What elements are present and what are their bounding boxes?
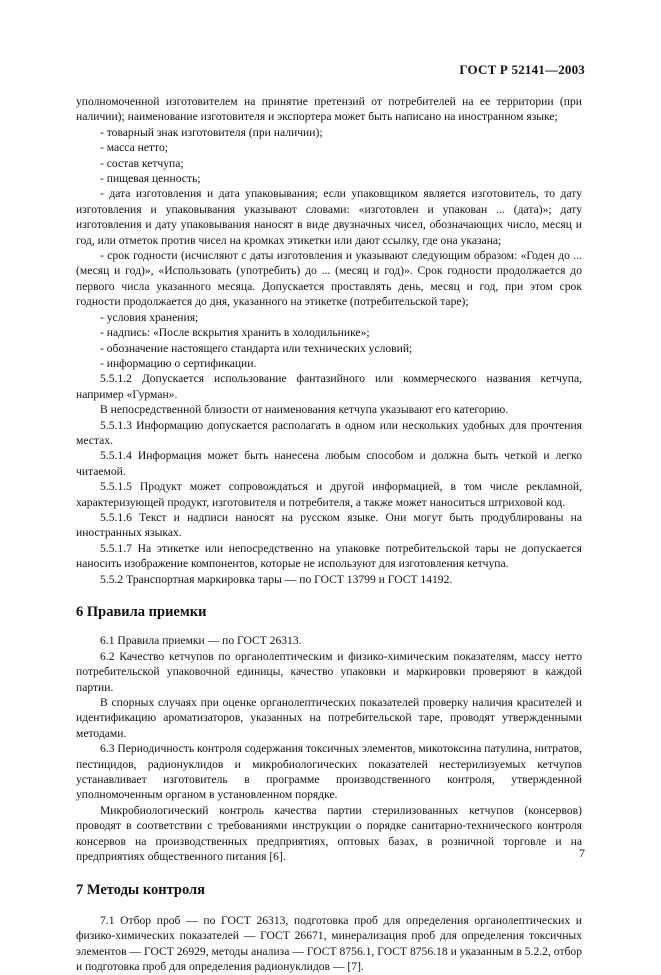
document-header: ГОСТ Р 52141—2003 — [459, 62, 585, 77]
intro-paragraph: уполномоченной изготовителем на принятие претензий от потребителей на ее территории (при наличии); наименование изготовителя и экспортера может быть написано на иностранном языке; — [76, 95, 582, 124]
page-number: 7 — [579, 846, 585, 860]
paragraph: 5.5.1.2 Допускается использование фантазийного или коммерческого названия кетчупа, например «Гурман». — [76, 372, 582, 401]
list-item: - условия хранения; — [100, 310, 199, 324]
list-item: - обозначение настоящего стандарта или технических условий; — [100, 341, 413, 355]
paragraph: 5.5.1.4 Информация может быть нанесена любым способом и должна быть четкой и легко читаемой. — [76, 449, 582, 478]
list-item: - информацию о сертификации. — [100, 356, 257, 370]
paragraph: 5.5.1.7 На этикетке или непосредственно на упаковке потребительской тары не допускается наносить изображение компонентов, которые не используют для изготовления кетчупа. — [76, 541, 582, 571]
paragraph: 5.5.2 Транспортная маркировка тары — по ГОСТ 13799 и ГОСТ 14192. — [100, 572, 453, 586]
list-item: - пищевая ценность; — [100, 172, 201, 186]
list-item: - масса нетто; — [100, 141, 168, 155]
section-7-heading: 7 Методы контроля — [76, 881, 206, 898]
list-item: - надпись: «После вскрытия хранить в холодильнике»; — [100, 326, 370, 340]
paragraph: 6.1 Правила приемки — по ГОСТ 26313. — [100, 634, 302, 648]
paragraph: 5.5.1.6 Текст и надписи наносят на русском языке. Они могут быть продублированы на иностранных языках. — [76, 510, 582, 540]
section-6-heading: 6 Правила приемки — [76, 604, 207, 620]
list-item: - состав кетчупа; — [100, 156, 184, 170]
document-body — [76, 94, 582, 975]
paragraph: 5.5.1.5 Продукт может сопровождаться и другой информацией, в том числе рекламной, характеризующей продукт, изготовителя и потребителя, а также может наноситься штриховой код. — [76, 480, 582, 509]
paragraph: В спорных случаях при оценке органолептических показателей проверку наличия красителей и идентификацию ароматизаторов, указанных на потребительской таре, проводят утвержденными методами. — [76, 696, 582, 740]
paragraph: 7.1 Отбор проб — по ГОСТ 26313, подготовка проб для определения органолептических и физико-химических показателей — ГОСТ 26671, минерализация проб для определения токсичных элементов — ГОСТ 26929, методы анализа — ГОСТ 8756.1, ГОСТ 8756.18 и указанным в 5.2.2, отбор и подготовка проб для определения радионуклидов — [7]. — [76, 913, 582, 974]
paragraph: 5.5.1.3 Информацию допускается располагать в одном или нескольких удобных для прочтения местах. — [76, 418, 582, 447]
paragraph: В непосредственной близости от наименования кетчупа указывают его категорию. — [100, 403, 509, 417]
paragraph: 6.3 Периодичность контроля содержания токсичных элементов, микотоксина патулина, нитратов, пестицидов, радионуклидов и микробиологических показателей нестерилизуемых кетчупов устанавливает изготовитель в программе производственного контроля, утвержденной уполномоченным органом в установленном порядке. — [76, 742, 582, 802]
list-item: - товарный знак изготовителя (при наличии); — [100, 125, 323, 139]
paragraph: Микробиологический контроль качества партии стерилизованных кетчупов (консервов) проводят в соответствии с требованиями инструкции о порядке санитарно-технического контроля консервов на производственных предприятиях, оптовых базах, в розничной торговле и на предприятиях общественного питания [6]. — [76, 803, 582, 864]
list-item: - дата изготовления и дата упаковывания; если упаковщиком является изготовитель, то дату изготовления и упаковывания указывают словами: «изготовлен и упакован ... (дата)»; дату изготовления и дату упаковывания наносят в виде двузначных чисел, обозначающих число, месяц и год, или отметок против чисел на кромках этикетки или дают ссылку, где она указана; — [76, 187, 582, 247]
paragraph: 6.2 Качество кетчупов по органолептическим и физико-химическим показателям, массу нетто потребительской упаковочной единицы, качество упаковки и маркировки проверяют в каждой партии. — [76, 649, 582, 694]
list-item: - срок годности (исчисляют с даты изготовления и указывают следующим образом: «Годен до ... (месяц и год)», «Использовать (употребить) до ... (месяц и год)». Срок годности продолжается до первого числа указанного месяца. Допускается проставлять день, месяц и год, при этом срок годности продолжается до дня, указанного на этикетке (потребительской таре); — [76, 249, 582, 309]
